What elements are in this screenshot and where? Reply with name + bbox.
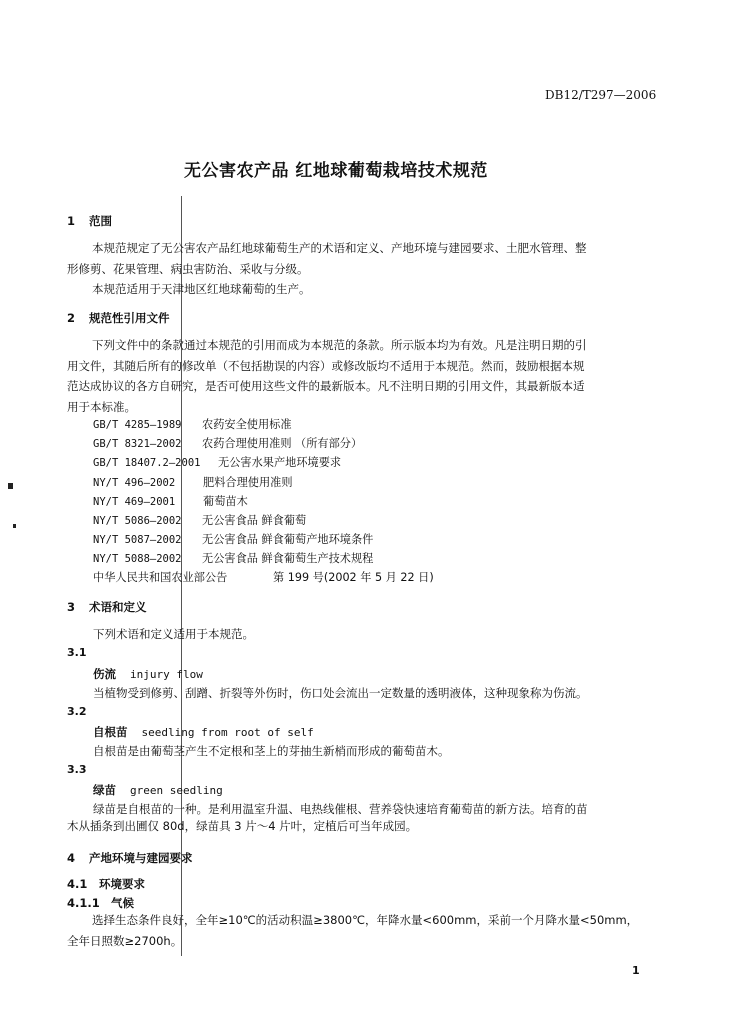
term-number: 3.2 [67, 705, 87, 718]
section-1-heading [67, 213, 112, 229]
section-4-1-heading [67, 876, 145, 892]
section-title: 范围 [89, 214, 112, 228]
section-number: 1 [67, 214, 76, 228]
climate-paragraph [67, 910, 642, 951]
term-name: 伤流 injury flow [93, 667, 203, 681]
text-line: 用文件，其随后所有的修改单（不包括勘误的内容）或修改版均不适用于本规范。然而，鼓励根据本规 [67, 358, 585, 373]
text-line: 全年日照数≥2700h。 [67, 933, 183, 948]
text-line: 下列文件中的条款通过本规范的引用而成为本规范的条款。所示版本均为有效。凡是注明日期的引 [92, 338, 587, 352]
reference-item: GB/T 4285—1989 农药安全使用标准 [93, 418, 292, 431]
text-line: 形修剪、花果管理、病虫害防治、采收与分级。 [67, 261, 309, 276]
refs-intro-paragraph [67, 335, 642, 417]
reference-item: NY/T 5087—2002 无公害食品 鲜食葡萄产地环境条件 [93, 533, 374, 546]
term-number: 3.3 [67, 763, 87, 776]
term-definition: 绿苗是自根苗的一种。是利用温室升温、电热线催根、营养袋快速培育葡萄苗的新方法。培育的苗 [93, 802, 588, 816]
reference-item: NY/T 5088—2002 无公害食品 鲜食葡萄生产技术规程 [93, 552, 374, 565]
reference-item: GB/T 18407.2—2001 无公害水果产地环境要求 [93, 456, 342, 469]
terms-intro: 下列术语和定义适用于本规范。 [93, 627, 254, 641]
term-name: 自根苗 seedling from root of self [93, 725, 314, 739]
text-line: 本规范规定了无公害农产品红地球葡萄生产的术语和定义、产地环境与建园要求、土肥水管理、整 [92, 241, 587, 255]
text-line: 范达成协议的各方自研究，是否可使用这些文件的最新版本。凡不注明日期的引用文件，其最新版本适 [67, 379, 585, 393]
document-title: 无公害农产品 红地球葡萄栽培技术规范 [184, 161, 488, 181]
reference-item: NY/T 5086—2002 无公害食品 鲜食葡萄 [93, 514, 307, 527]
section-title: 术语和定义 [89, 600, 147, 614]
page-number: 1 [632, 964, 640, 977]
scope-paragraph [67, 238, 642, 300]
section-number: 4 [67, 851, 76, 865]
section-title: 气候 [111, 896, 134, 910]
scan-speck [13, 524, 16, 528]
section-number: 4.1.1 [67, 896, 100, 910]
term-name: 绿苗 green seedling [93, 783, 223, 797]
section-4-heading [67, 850, 193, 866]
section-number: 4.1 [67, 877, 88, 891]
section-4-1-1-heading [67, 895, 134, 911]
text-line: 用于本标准。 [67, 399, 136, 414]
section-title: 环境要求 [99, 877, 145, 891]
section-number: 2 [67, 311, 76, 325]
term-definition: 当植物受到修剪、刮蹭、折裂等外伤时，伤口处会流出一定数量的透明液体，这种现象称为伤流。 [93, 686, 588, 700]
reference-item: NY/T 496—2002 肥料合理使用准则 [93, 476, 293, 489]
section-3-heading [67, 599, 147, 615]
term-definition-cont: 木从插条到出圃仅 80d，绿苗具 3 片～4 片叶，定植后可当年成园。 [67, 819, 418, 833]
term-definition: 自根苗是由葡萄茎产生不定根和茎上的芽抽生新梢而形成的葡萄苗木。 [93, 744, 450, 758]
section-title: 产地环境与建园要求 [89, 851, 193, 865]
text-line: 本规范适用于天津地区红地球葡萄的生产。 [92, 282, 311, 296]
section-2-heading [67, 310, 170, 326]
document-code: DB12/T297—2006 [545, 88, 657, 102]
text-line: 选择生态条件良好，全年≥10℃的活动积温≥3800℃，年降水量<600mm，采前一个月降水量<50mm， [92, 913, 639, 927]
section-number: 3 [67, 600, 76, 614]
reference-item: 中华人民共和国农业部公告 第 199 号(2002 年 5 月 22 日) [93, 571, 434, 584]
reference-item: NY/T 469—2001 葡萄苗木 [93, 495, 248, 508]
section-title: 规范性引用文件 [89, 311, 170, 325]
reference-item: GB/T 8321—2002 农药合理使用准则 （所有部分） [93, 437, 363, 450]
term-number: 3.1 [67, 646, 87, 659]
scan-speck [8, 483, 13, 489]
